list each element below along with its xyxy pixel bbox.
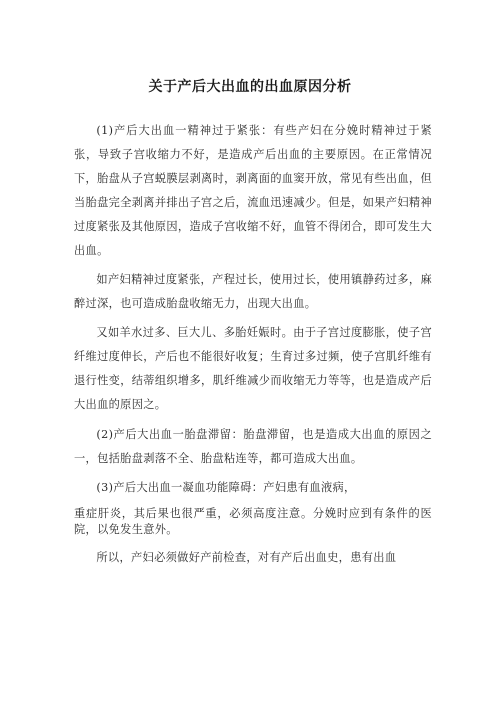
document-title: 关于产后大出血的出血原因分析 xyxy=(148,79,352,95)
paragraph-coagulation-disorder: (3)产后大出血一凝血功能障碍：产妇患有血液病， xyxy=(96,481,356,494)
document-body xyxy=(74,119,432,570)
paragraph-placenta-retention: (2)产后大出血一胎盘滞留：胎盘滞留，也是造成大出血的原因之一，包括胎盘剥落不全、胎盘粘连等，都可造成大出血。 xyxy=(74,428,432,465)
paragraph-uterine-overdistension: 又如羊水过多、巨大儿、多胎妊娠时。由于子宫过度膨胀，使子宫纤维过度伸长，产后也不能很好收复；生育过多过频，使子宫肌纤维有退行性变，结蒂组织增多，肌纤维减少而收缩无力等等，也是造成产后大出血的原因之。 xyxy=(74,326,432,411)
paragraph-severe-hepatitis: 重症肝炎，其后果也很严重，必须高度注意。分娩时应到有条件的医院，以免发生意外。 xyxy=(74,507,432,536)
paragraph-prenatal-checkup: 所以，产妇必须做好产前检查，对有产后出血史，患有出血 xyxy=(96,551,397,564)
paragraph-mental-stress: (1)产后大出血一精神过于紧张：有些产妇在分娩时精神过于紧张，导致子宫收缩力不好，是造成产后出血的主要原因。在正常情况下，胎盘从子宫蜕膜层剥离时，剥离面的血窦开放，常见有些出血，但当胎盘完全剥离并排出子宫之后，流血迅速减少。但是，如果产妇精神过度紧张及其他原因，造成子宫收缩不好，血管不得闭合，即可发生大出血。 xyxy=(74,124,432,257)
paragraph-sedatives: 如产妇精神过度紧张，产程过长，使用过长，使用镇静药过多，麻醉过深，也可造成胎盘收缩无力，出现大出血。 xyxy=(74,273,432,310)
